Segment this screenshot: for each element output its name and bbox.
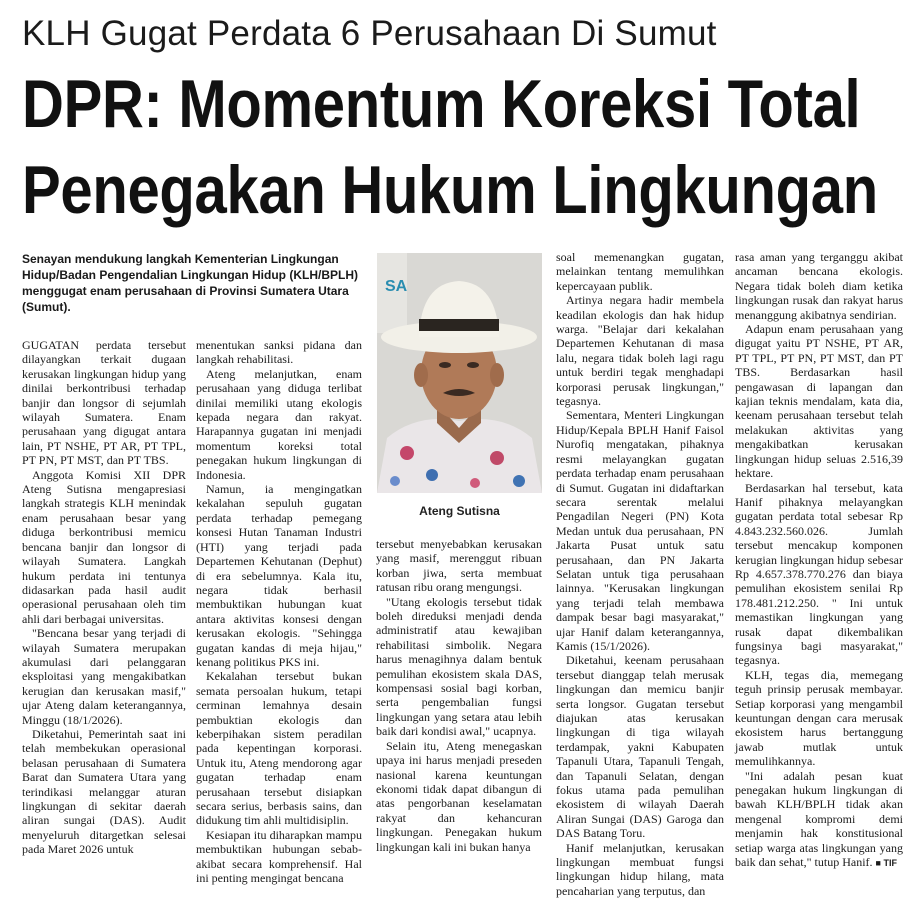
col3-paragraph-2: "Utang ekologis tersebut tidak boleh direduksi menjadi denda administratif atau kewajiban rehabilitasi simbolik. Negara harus menagihnya dalam bentuk pemulihan ekosistem skala DAS, kompensasi sosial bagi korban, serta pengembalian fungsi lingkungan yang setara atau lebih baik dari kondisi awal," ucapnya. xyxy=(376,594,542,739)
col5-paragraph-5 xyxy=(735,769,903,871)
column-1 xyxy=(22,338,186,857)
col3-paragraph-3: Selain itu, Ateng menegaskan upaya ini harus menjadi preseden nasional karena keuntungan ekonomi tidak dapat dibangun di atas pengorbanan keselamatan rakyat dan kehancuran lingkungan. Penegakan hukum lingkungan kali ini bukan hanya xyxy=(376,738,542,854)
column-2 xyxy=(196,338,362,886)
column-5 xyxy=(735,250,903,870)
end-mark: ■ TIF xyxy=(875,858,897,869)
closing-quote: "Ini adalah pesan kuat penegakan hukum lingkungan di bawah KLH/BPLH tidak akan mengenal kompromi demi menjamin hak konstitusional setiap warga atas lingkungan yang baik dan sehat," tutup Hanif. xyxy=(735,768,903,870)
col5-paragraph-4: KLH, tegas dia, memegang teguh prinsip perusak membayar. Setiap korporasi yang mengambil keuntungan dengan cara merusak ekosistem harus bertanggung jawab mutlak untuk memulihkannya. xyxy=(735,667,903,769)
col1-paragraph-4: Diketahui, Pemerintah saat ini telah membekukan operasional belasan perusahaan di Sumatera Barat dan Sumatera Utara yang terindikasi melanggar aturan lingkungan di sekitar daerah aliran sungai (DAS). Audit menyeluruh ditargetkan selesai pada Maret 2026 untuk xyxy=(22,726,186,857)
col2-paragraph-4: Kekalahan tersebut bukan semata persoalan hukum, tetapi cerminan lemahnya desain pembuktian ekologis dan keberpihakan sistem peradilan pada kepentingan korporasi. Untuk itu, Ateng mendorong agar gugatan terhadap enam perusahaan tersebut disiapkan secara serius, berbasis sains, dan didukung tim ahli multidisiplin. xyxy=(196,669,362,828)
lead-paragraph: Senayan mendukung langkah Kementerian Lingkungan Hidup/Badan Pengendalian Lingkungan Hidup (KLH/BPLH) menggugat enam perusahaan di Provinsi Sumatera Utara (Sumut). xyxy=(22,252,358,314)
column-4 xyxy=(556,250,724,898)
col5-paragraph-2: Adapun enam perusahaan yang digugat yaitu PT NSHE, PT AR, PT TPL, PT PN, PT MST, dan PT TBS. Berdasarkan hasil pengawasan di lapangan dan kajian teknis mendalam, kata dia, keenam perusahaan tersebut telah melakukan aktivitas yang mengakibatkan kerusakan lingkungan hidup seluas 2.516,39 hektare. xyxy=(735,322,903,481)
headline-line-2: Penegakan Hukum Lingkungan xyxy=(22,152,878,228)
col4-paragraph-5: Hanif melanjutkan, kerusakan lingkungan membuat fungsi lingkungan hidup hilang, mata pencaharian yang terputus, dan xyxy=(556,840,724,898)
col2-paragraph-3: Namun, ia mengingatkan kekalahan sepuluh gugatan perdata terhadap pemegang konsesi Hutan Tanaman Industri (HTI) yang terjadi pada Departemen Kehutanan (Dephut) di era sebelumnya. Kala itu, negara tidak berhasil membuktikan hubungan kuat antara aktivitas konsesi dengan kerusakan ekologis. "Sehingga gugatan kandas di meja hijau," kenang politikus PKS ini. xyxy=(196,482,362,669)
col2-paragraph-2: Ateng melanjutkan, enam perusahaan yang diduga terlibat dinilai memiliki utang ekologis kepada negara dan rakyat. Harapannya gugatan ini menjadi momentum koreksi total penegakan hukum lingkungan di Indonesia. xyxy=(196,366,362,482)
kicker: KLH Gugat Perdata 6 Perusahaan Di Sumut xyxy=(22,14,717,53)
photo-caption: Ateng Sutisna xyxy=(419,504,500,518)
col4-paragraph-3: Sementara, Menteri Lingkungan Hidup/Kepala BPLH Hanif Faisol Nurofiq mengatakan, pihaknya resmi melayangkan gugatan perdata terhadap enam perusahaan di Sumut. Gugatan ini didaftarkan secara serentak melalui Pengadilan Negeri (PN) Kota Medan untuk dua perusahaan, PN Jakarta Pusat untuk satu perusahaan, dan PN Jakarta Selatan untuk tiga perusahaan lainnya. "Kerusakan lingkungan yang terjadi telah membawa dampak besar bagi masyarakat," ujar Hanif dalam keterangannya, Kamis (15/1/2026). xyxy=(556,408,724,653)
headline xyxy=(22,62,902,234)
portrait-illustration xyxy=(377,253,542,493)
col2-paragraph-1: menentukan sanksi pidana dan langkah rehabilitasi. xyxy=(196,338,362,367)
col5-paragraph-1: rasa aman yang terganggu akibat ancaman bencana ekologis. Negara tidak boleh diam ketika lingkungan rusak dan rakyat harus menanggung akibatnya sendirian. xyxy=(735,250,903,322)
svg-text:SA: SA xyxy=(385,278,408,295)
col1-paragraph-1: GUGATAN perdata tersebut dilayangkan terkait dugaan kerusakan lingkungan hidup yang dinilai berkontribusi terhadap banjir dan longsor di sejumlah wilayah Sumatera. Enam perusahaan yang digugat antara lain, PT NSHE, PT AR, PT TPL, PT PN, PT MST, dan PT TBS. xyxy=(22,338,186,468)
headline-line-1: DPR: Momentum Koreksi Total xyxy=(22,66,861,143)
col1-paragraph-3: "Bencana besar yang terjadi di wilayah Sumatera merupakan akumulasi dari pelanggaran eksploitasi yang mengakibatkan kerugian dan kerusakan masif," ujar Ateng dalam keterangannya, Minggu (18/1/2026). xyxy=(22,626,186,727)
portrait-photo xyxy=(377,253,542,493)
column-3 xyxy=(376,537,542,854)
col4-paragraph-4: Diketahui, keenam perusahaan tersebut dianggap telah merusak lingkungan dan memicu banjir serta longsor. Gugatan tersebut diajukan atas kerusakan lingkungan di tiga wilayah terdampak, yakni Kabupaten Tapanuli Utara, Tapanuli Tengah, dan Tapanuli Selatan, dengan fokus utama pada pemulihan ekosistem di wilayah Daerah Aliran Sungai (DAS) Garoga dan DAS Batang Toru. xyxy=(556,653,724,841)
col3-paragraph-1: tersebut menyebabkan kerusakan yang masif, merenggut ribuan korban jiwa, serta membuat ratusan ribu orang mengungsi. xyxy=(376,537,542,595)
col4-paragraph-2: Artinya negara hadir membela keadilan ekologis dan hak hidup warga. "Belajar dari kekalahan Departemen Kehutanan di masa lalu, negara tidak boleh lagi ragu untuk berdiri tegak menghadapi korporasi perusak lingkungan," tegasnya. xyxy=(556,293,724,409)
col4-paragraph-1: soal memenangkan gugatan, melainkan tentang memulihkan kepercayaan publik. xyxy=(556,250,724,293)
col5-paragraph-3: Berdasarkan hal tersebut, kata Hanif pihaknya melayangkan gugatan perdata total sebesar Rp 4.843.232.560.026. Jumlah tersebut mencakup komponen kerugian lingkungan hidup sebesar Rp 4.657.378.770.276 dan biaya pemulihan ekosistem senilai Rp 178.481.212.250. " Ini untuk memastikan lingkungan yang rusak dapat dikembalikan fungsinya bagi masyarakat," tegasnya. xyxy=(735,480,903,668)
col1-paragraph-2: Anggota Komisi XII DPR Ateng Sutisna mengapresiasi langkah strategis KLH menindak enam perusahaan besar yang diduga berkontribusi memicu bencana banjir dan longsor di wilayah Sumatera. Langkah hukum perdata ini tentunya didasarkan pada hasil audit operasional perusahaan oleh tim ahli dari berbagai universitas. xyxy=(22,467,186,626)
col2-paragraph-5: Kesiapan itu diharapkan mampu membuktikan hubungan sebab-akibat secara komprehensif. Hal ini penting mengingat bencana xyxy=(196,827,362,886)
